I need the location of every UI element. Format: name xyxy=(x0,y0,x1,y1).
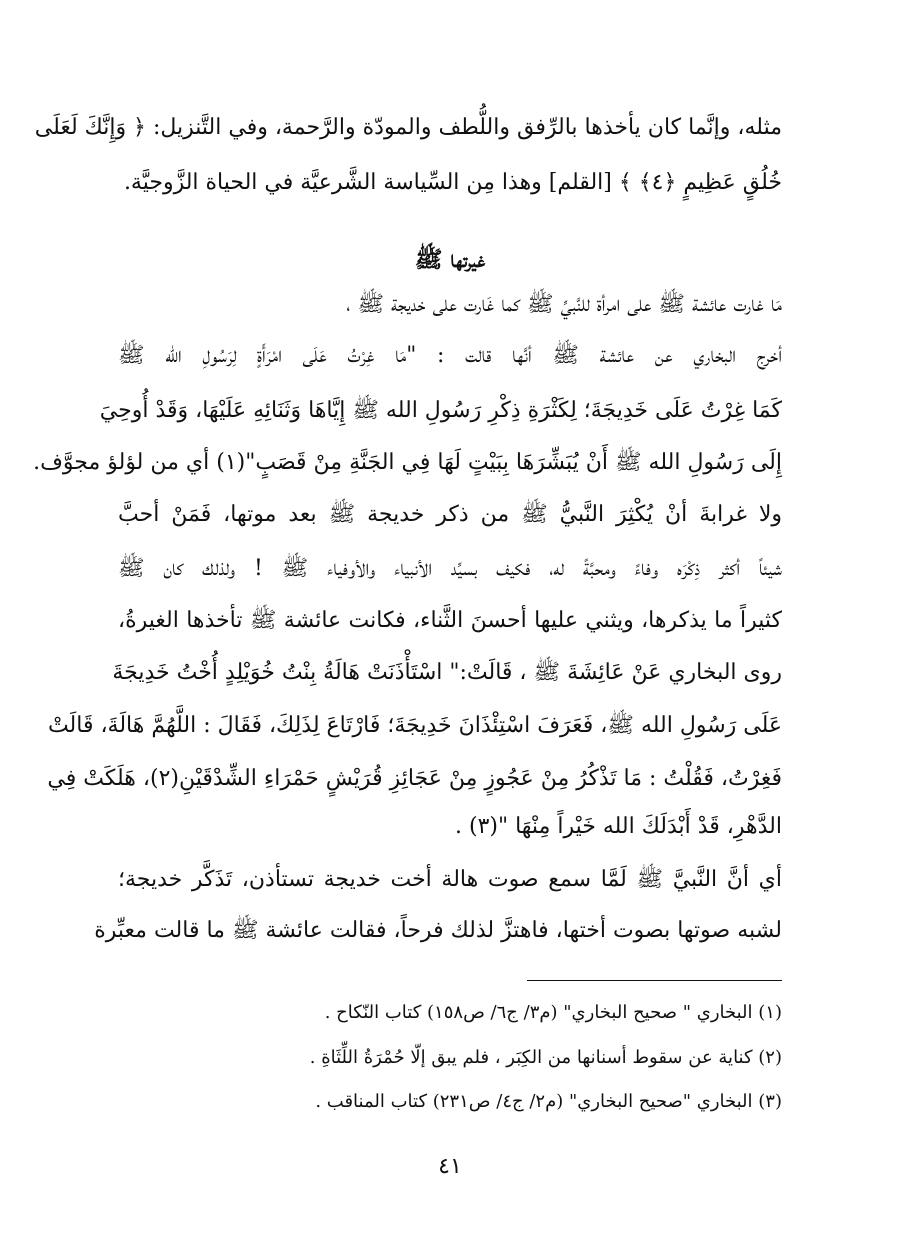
footnote-separator xyxy=(527,980,782,981)
footnote: (٢) كناية عن سقوط أسنانها من الكِبَر ، فلم يبق إلّا حُمْرَةُ اللِّثَاةِ . xyxy=(309,1047,782,1068)
text-line: الدَّهْرِ، قَدْ أَبْدَلَكَ الله خَيْراً مِنْهَا "(٣) . xyxy=(454,814,782,839)
text-line: أي أنَّ النَّبيَّ ﷺ لَمَّا سمع صوت هالة أخت خديجة تستأذن، تَذَكَّر خديجة؛ xyxy=(118,867,782,892)
text-line: خُلُقٍ عَظِيمٍ ﴿٤﴾ ﴾ [القلم] وهذا مِن السِّياسة الشَّرعيَّة في الحياة الزَّوجيَّة. xyxy=(123,170,782,195)
footnote: (٣) البخاري "صحيح البخاري" (م٢/ ج٤/ ص٢٣١) كتاب المناقب . xyxy=(315,1091,782,1112)
text-line: لشبه صوتها بصوت أختها، فاهتزَّ لذلك فرحاً، فقالت عائشة ﷺ ما قالت معبِّرة xyxy=(94,918,782,943)
text-line: عَلَى رَسُولِ الله ﷺ، فَعَرَفَ اسْتِئْذَانَ خَدِيجَةَ؛ فَارْتَاعَ لِذَلِكَ، فَقَالَ : اللَّهُمَّ هَالَةَ، قَالَتْ xyxy=(47,713,782,738)
section-heading: غيرتها ﷺ xyxy=(414,246,486,273)
text-line: روى البخاري عَنْ عَائِشَةَ ﷺ ، قَالَتْ:" اسْتَأْذَنَتْ هَالَةُ بِنْتُ خُوَيْلِدٍ أُخْتُ خَدِيجَةَ xyxy=(112,660,782,685)
page-number: ٤١ xyxy=(438,1154,462,1179)
text-line: فَغِرْتُ، فَقُلْتُ : مَا تَذْكُرُ مِنْ عَجُوزٍ مِنْ عَجَائِزِ قُرَيْشٍ حَمْرَاءِ الشِّدْقَيْنِ(٢)، هَلَكَتْ فِي xyxy=(47,766,782,791)
text-line: إِلَى رَسُولِ الله ﷺ أَنْ يُبَشِّرَهَا بِبَيْتٍ لَهَا فِي الجَنَّةِ مِنْ قَصَبٍ"(١) أي من لؤلؤ مجوَّف. xyxy=(33,450,782,475)
text-line: كثيراً ما يذكرها، ويثني عليها أحسنَ الثَّناء، فكانت عائشة ﷺ تأخذها الغيرةُ، xyxy=(118,608,782,633)
text-line: شيئاً أكثر ذِكْرَه وفاءً ومحبَّةً له، فكيف بسيِّد الأنبياء والأوفياء ﷺ ! ولذلك كان ﷺ xyxy=(118,556,782,581)
text-line: أخرج البخاري عن عائشة ﷺ أنَّها قالت : "مَا غِرْتُ عَلَى امْرَأَةٍ لِرَسُولِ الله ﷺ xyxy=(118,343,782,368)
text-line: مثله، وإنَّما كان يأخذها بالرِّفق واللُّطف والمودّة والرَّحمة، وفي التَّنزيل: ﴿ وَإِنَّكَ لَعَلَى xyxy=(34,115,782,140)
text-line: ولا غرابةَ أنْ يُكْثِرَ النَّبيُّ ﷺ من ذكر خديجة ﷺ بعد موتها، فَمَنْ أحبَّ xyxy=(118,502,782,527)
text-line: مَا غارت عائشة ﷺ على امرأة للنَّبيِّ ﷺ كما غَارت على خديجة ﷺ ، xyxy=(346,292,782,317)
text-line: كَمَا غِرْتُ عَلَى خَدِيجَةَ؛ لِكَثْرَةِ ذِكْرِ رَسُولِ الله ﷺ إِيَّاهَا وَثَنَائِهِ عَلَيْهَا، وَقَدْ أُوحِيَ xyxy=(99,398,782,423)
footnote: (١) البخاري " صحيح البخاري" (م٣/ ج٦/ ص١٥٨) كتاب النّكاح . xyxy=(324,1002,782,1023)
